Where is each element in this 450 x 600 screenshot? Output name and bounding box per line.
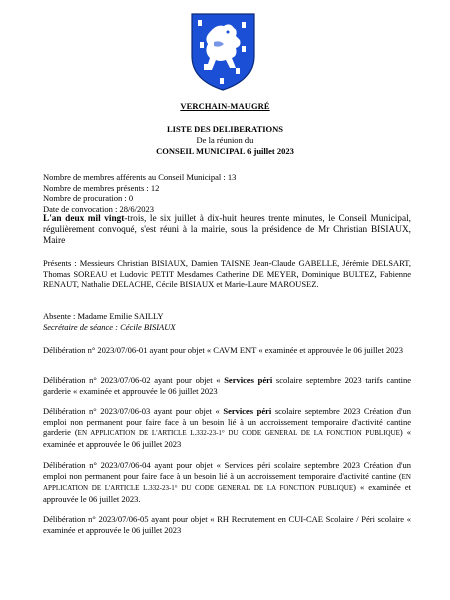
session-secretary: Secrétaire de séance : Cécile BISIAUX — [43, 322, 176, 332]
meeting-intro: L'an deux mil vingt-trois, le six juillet à dix-huit heures trente minutes, le Conseil Municipal, régulièrement convoqué, s'est réuni à la mairie, sous la présidence de Mr Christian BISIAUX, Maire — [43, 214, 411, 246]
members-section — [43, 172, 411, 247]
deliberation-item: Délibération n° 2023/07/06-02 ayant pour objet « Services péri scolaire septembre 2023 tarifs cantine garderie « examinée et approuvée le 06 juillet 2023 — [43, 375, 412, 396]
present-members: Présents : Messieurs Christian BISIAUX, Damien TAISNE Jean-Claude GABELLE, Jérémie DELSART, Thomas SOREAU et Ludovic PETIT Mesdames Catherine DE MEYER, Dominique BULTEZ, Fabienne RENAUT, Nathalie DELACHE, Cécile BISIAUX et Marie-Laure MAROUSEZ. — [43, 258, 411, 289]
document-title: LISTE DES DELIBERATIONS — [166, 124, 284, 134]
deliberation-item: Délibération n° 2023/07/06-04 ayant pour objet « Services péri scolaire septembre 2023 Création d'un emploi non permanent pour faire face à un besoin lié à un accroissement temporaire d'activité cantine (EN APPLICATION DE L'ARTICLE L.332-23-1° DU CODE GENERAL DE LA FONCTION PUBLIQUE) « examinée et approuvée le 06 juillet 2023. — [43, 460, 412, 504]
town-name: VERCHAIN-MAUGRÉ — [180, 101, 270, 111]
meeting-title: CONSEIL MUNICIPAL 6 juillet 2023 — [156, 146, 294, 156]
convocation-date: Date de convocation : 28/6/2023 — [43, 203, 154, 214]
document-subtitle: De la réunion du — [196, 135, 254, 145]
present-count: Nombre de membres présents : 12 — [43, 182, 160, 193]
proxy-count: Nombre de procuration : 0 — [43, 193, 134, 203]
deliberation-item: Délibération n° 2023/07/06-01 ayant pour objet « CAVM ENT « examinée et approuvée le 06 juillet 2023 — [43, 345, 404, 355]
deliberation-item: Délibération n° 2023/07/06-05 ayant pour objet « RH Recrutement en CUI-CAE Scolaire / Péri scolaire « examinée et approuvée le 06 juillet 2023 — [43, 514, 412, 535]
deliberation-item: Délibération n° 2023/07/06-03 ayant pour objet « Services péri scolaire septembre 2023 Création d'un emploi non permanent pour faire face à un besoin lié à un accroissement temporaire d'activité cantine garderie (EN APPLICATION DE L'ARTICLE L.332-23-1° DU CODE GENERAL DE LA FONCTION PUBLIQUE) « examinée et approuvée le 06 juillet 2023 — [43, 406, 412, 449]
heraldic-lion-shield-icon — [190, 12, 256, 92]
members-count: Nombre de membres afférents au Conseil Municipal : 13 — [43, 172, 237, 182]
absent-member: Absente : Madame Emilie SAILLY — [43, 311, 164, 321]
